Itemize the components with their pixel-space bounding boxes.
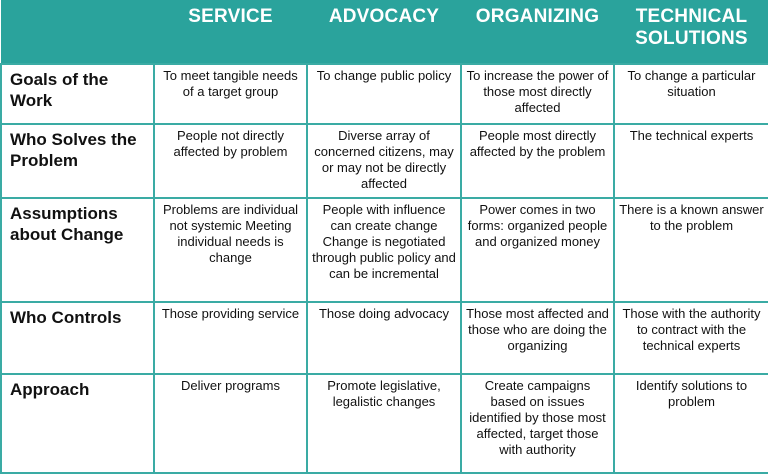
table-row — [1, 302, 768, 374]
table-cell: Those most affected and those who are doing the organizing — [461, 302, 614, 374]
table-cell: People with influence can create change Change is negotiated through public policy and can be incremental — [307, 198, 461, 302]
table-cell: To meet tangible needs of a target group — [154, 64, 307, 124]
table-cell: People most directly affected by the problem — [461, 124, 614, 198]
row-label-assumptions: Assumptions about Change — [1, 198, 154, 302]
table-cell: Power comes in two forms: organized people and organized money — [461, 198, 614, 302]
table-cell: Identify solutions to problem — [614, 374, 768, 473]
row-label-goals: Goals of the Work — [1, 64, 154, 124]
row-label-who-solves: Who Solves the Problem — [1, 124, 154, 198]
row-label-approach: Approach — [1, 374, 154, 473]
table-cell: To change public policy — [307, 64, 461, 124]
table-cell: To change a particular situation — [614, 64, 768, 124]
table-cell: To increase the power of those most directly affected — [461, 64, 614, 124]
table-cell: There is a known answer to the problem — [614, 198, 768, 302]
table-cell: Deliver programs — [154, 374, 307, 473]
table-cell: Problems are individual not systemic Meeting individual needs is change — [154, 198, 307, 302]
table-row — [1, 374, 768, 473]
table-cell: People not directly affected by problem — [154, 124, 307, 198]
table-cell: Those providing service — [154, 302, 307, 374]
header-service: SERVICE — [154, 0, 307, 64]
table-cell: Diverse array of concerned citizens, may or may not be directly affected — [307, 124, 461, 198]
header-technical-solutions: TECHNICAL SOLUTIONS — [614, 0, 768, 64]
table-row — [1, 64, 768, 124]
header-organizing: ORGANIZING — [461, 0, 614, 64]
table-cell: Create campaigns based on issues identified by those most affected, target those with authority — [461, 374, 614, 473]
header-corner — [1, 0, 154, 64]
header-row — [1, 0, 768, 64]
table-cell: Those doing advocacy — [307, 302, 461, 374]
table-cell: The technical experts — [614, 124, 768, 198]
table-cell: Promote legislative, legalistic changes — [307, 374, 461, 473]
table-row — [1, 124, 768, 198]
table-row — [1, 198, 768, 302]
table-cell: Those with the authority to contract with the technical experts — [614, 302, 768, 374]
row-label-who-controls: Who Controls — [1, 302, 154, 374]
header-advocacy: ADVOCACY — [307, 0, 461, 64]
